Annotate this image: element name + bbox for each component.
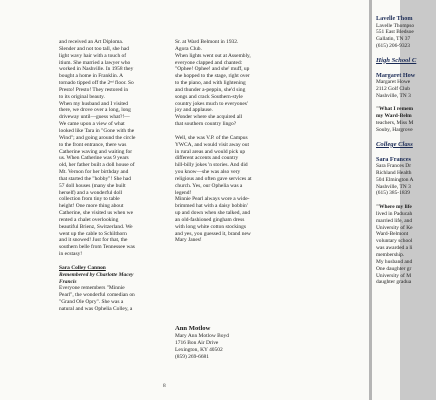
contact-block — [175, 325, 285, 361]
left-column-1 — [59, 39, 161, 313]
entry-text: lived in Paducah married life, and University of Ke Ward-Belmont voluntary school was awarded a li membership. My husband and One daughter gr University of M daughter gradua — [376, 210, 413, 286]
body-text: Sr. at Ward Belmont in 1932. Agora Club. When lights went out at Assembly, everyone clapped and chanted: "Ophee! Ophee! and she' muff, up she hopped to the stage, right over to the piano, and with lightening and thunder a-peppin, she'd sing songs and crack Southern-style country jokes much to everyones' joy and applause. Wonder where she acquired all that southern country lingo? — [175, 39, 251, 128]
entry-name: Lavelle Thom — [376, 15, 413, 22]
section-subheading: Remembered by Charlotte Macey Francis — [59, 271, 134, 285]
left-column-2 — [175, 39, 278, 244]
entry-address: Lavelle Thompso 551 East Bledsoe Gallatin, TN 37 (615) 206-9323 — [376, 22, 415, 50]
contact-name: Ann Motlow — [175, 325, 211, 332]
section-heading: College Class — [376, 140, 413, 148]
section-heading: High School C — [376, 56, 417, 64]
section-heading: Sara Colley Cannon — [59, 264, 106, 271]
entry-address: Sara Frances Dr Richland Health 504 Elmington A Nashville, TN 3 (615) 385-1839 — [376, 163, 414, 197]
entry-text: teachers, Miss M Souby, Hargrove — [376, 120, 414, 133]
entry-name: Margaret How — [376, 71, 416, 79]
entry-quote: "What I remem my Ward-Belm — [376, 106, 414, 120]
entry-address: Margaret Howe 2112 Golf Club Nashville, TN 3 — [376, 79, 411, 99]
body-text: and received an Art Diploma. Slender and not too tall, she had light wavy hair with a touch of itium. She married a lawyer who worked in Nashville. In 1958 they bought a home in Franklin. A tornado tipped off the 2ⁿᵈ floor. So Presto! Presto! They restored in to its original beauty. When my husband and I visited there, we drove over a long, long driveway until—guess what?!— We came upon a view of what looked like Tara in "Gone with the Wind"; and going around the circle to the front entrance, there was Catherine waving and waiting for us. When Catherine was 9 years old, her father built a doll house of Mt. Vernon for her birthday and that started the "hobby"! She had 57 doll houses (many she built herself) and a wonderful doll collection from tiny to table height! One more thing about Catherine, she visited us when we rented a chalet overlooking beautiful Brienz, Switzerland. We went up the cable to Schilthorn and it snowed! Just for that, the southern belle from Tennessee was in ecstasy! — [59, 39, 136, 258]
body-text: Well, she was V.P. of the Campus YWCA, and would visit away out in rural areas and would pick up different accents and country hill-billy jokes 'n stories. And did you know—she was also very religious and often gave services at church. Yes, our Ophelia was a legend! Minnie Pearl always wore a wide- brimmed hat with a daisy bobbin' up and down when she talked, and an old-fashioned gingham dress with long white cotton stockings and yes, you guessed it, brand new Mary Janes! — [175, 134, 252, 244]
body-text: Everyone remembers "Minnie Pearl", the wonderful comedian on "Grand Ole Opry". She was a natural and was Ophelia Colley, a — [59, 285, 135, 312]
right-column — [376, 15, 436, 286]
entry-quote: "Where my life — [376, 204, 412, 211]
contact-details: Mary Ann Motlow Boyd 1716 Bon Air Drive Lexington, KY 40502 (859) 269-6681 — [175, 333, 229, 360]
page-number: 8 — [163, 383, 166, 389]
entry-name: Sara Frances — [376, 155, 411, 163]
